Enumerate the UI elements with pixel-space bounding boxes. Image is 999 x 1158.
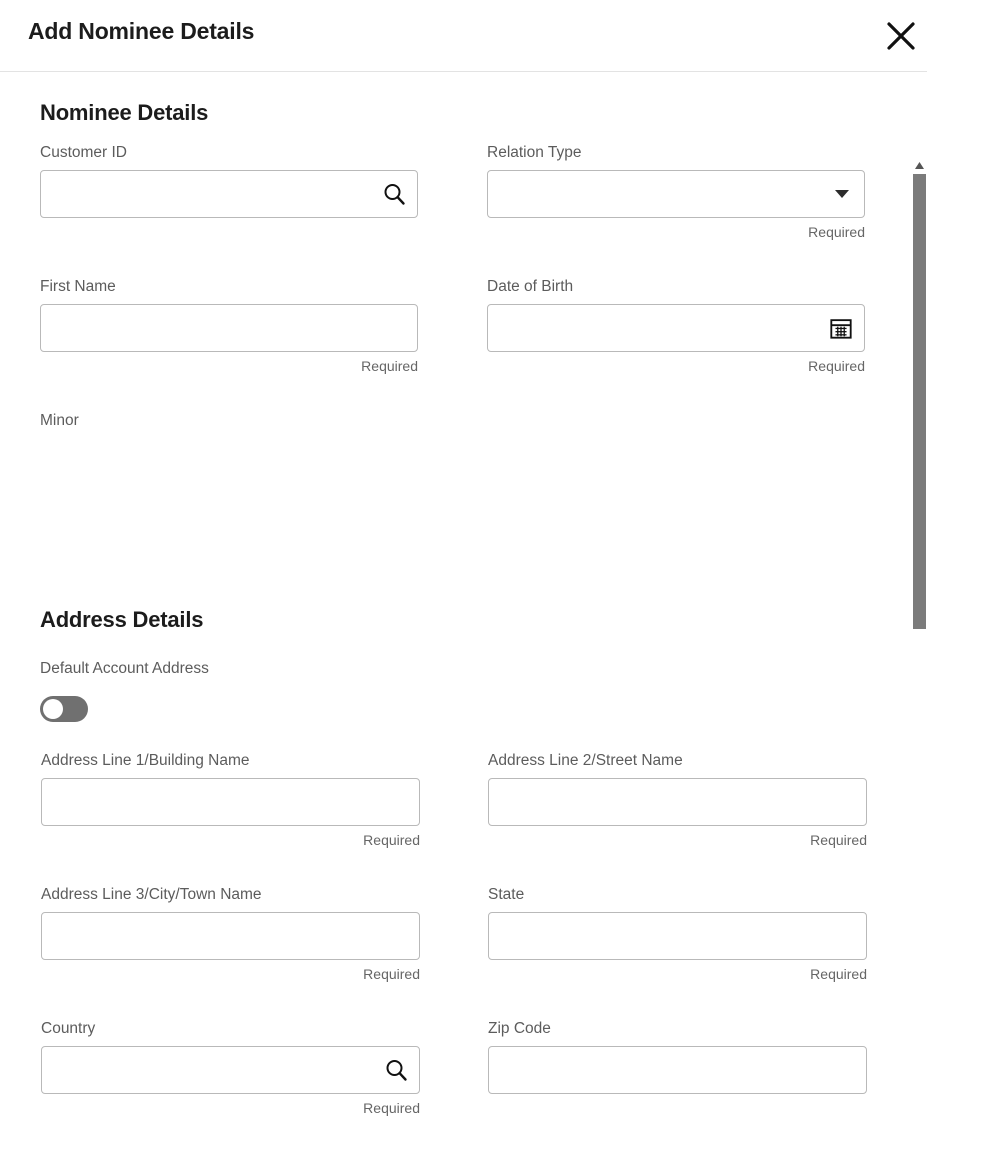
field-country <box>41 1020 420 1116</box>
field-label-address-line-3: Address Line 3/City/Town Name <box>41 886 262 903</box>
triangle-up-icon <box>915 156 924 174</box>
close-icon <box>884 19 918 53</box>
field-customer-id <box>40 144 418 218</box>
field-zip-code <box>488 1020 867 1094</box>
field-label-date-of-birth: Date of Birth <box>487 278 574 295</box>
field-label-default-account-address: Default Account Address <box>40 660 209 677</box>
scrollbar-thumb[interactable] <box>913 174 926 629</box>
country-input[interactable] <box>41 1046 420 1094</box>
field-address-line-1 <box>41 752 420 848</box>
field-label-country: Country <box>41 1020 96 1037</box>
field-label-address-line-2: Address Line 2/Street Name <box>488 752 683 769</box>
field-state <box>488 886 867 982</box>
required-note-first-name: Required <box>361 358 418 374</box>
required-note-country: Required <box>363 1100 420 1116</box>
close-button[interactable] <box>875 10 927 62</box>
modal-header <box>0 0 927 72</box>
field-address-line-2 <box>488 752 867 848</box>
page-title: Add Nominee Details <box>28 18 255 44</box>
calendar-icon[interactable] <box>829 316 853 340</box>
state-input[interactable] <box>488 912 867 960</box>
address-line-2-input[interactable] <box>488 778 867 826</box>
required-note-date-of-birth: Required <box>808 358 865 374</box>
required-note-address-line-2: Required <box>810 832 867 848</box>
field-label-zip-code: Zip Code <box>488 1020 551 1037</box>
section-title-address-details: Address Details <box>40 607 204 632</box>
address-line-3-input[interactable] <box>41 912 420 960</box>
required-note-state: Required <box>810 966 867 982</box>
field-label-state: State <box>488 886 525 903</box>
field-label-relation-type: Relation Type <box>487 144 582 161</box>
toggle-knob <box>43 699 63 719</box>
zip-code-input[interactable] <box>488 1046 867 1094</box>
field-address-line-3 <box>41 886 420 982</box>
field-label-customer-id: Customer ID <box>40 144 127 161</box>
field-date-of-birth <box>487 278 865 374</box>
default-account-address-toggle[interactable] <box>40 696 88 722</box>
search-icon[interactable] <box>384 1058 408 1082</box>
field-first-name <box>40 278 418 374</box>
first-name-input[interactable] <box>40 304 418 352</box>
field-relation-type <box>487 144 865 240</box>
customer-id-input[interactable] <box>40 170 418 218</box>
field-label-minor: Minor <box>40 412 79 429</box>
date-of-birth-input[interactable] <box>487 304 865 352</box>
modal-body <box>0 72 927 1158</box>
field-label-first-name: First Name <box>40 278 116 295</box>
section-title-nominee-details: Nominee Details <box>40 100 209 125</box>
search-icon[interactable] <box>382 182 406 206</box>
required-note-relation-type: Required <box>808 224 865 240</box>
required-note-address-line-3: Required <box>363 966 420 982</box>
field-label-address-line-1: Address Line 1/Building Name <box>41 752 250 769</box>
default-account-address-group <box>40 660 209 727</box>
relation-type-select[interactable] <box>487 170 865 218</box>
address-line-1-input[interactable] <box>41 778 420 826</box>
scroll-up-arrow[interactable] <box>913 158 926 172</box>
required-note-address-line-1: Required <box>363 832 420 848</box>
field-minor <box>40 412 79 430</box>
